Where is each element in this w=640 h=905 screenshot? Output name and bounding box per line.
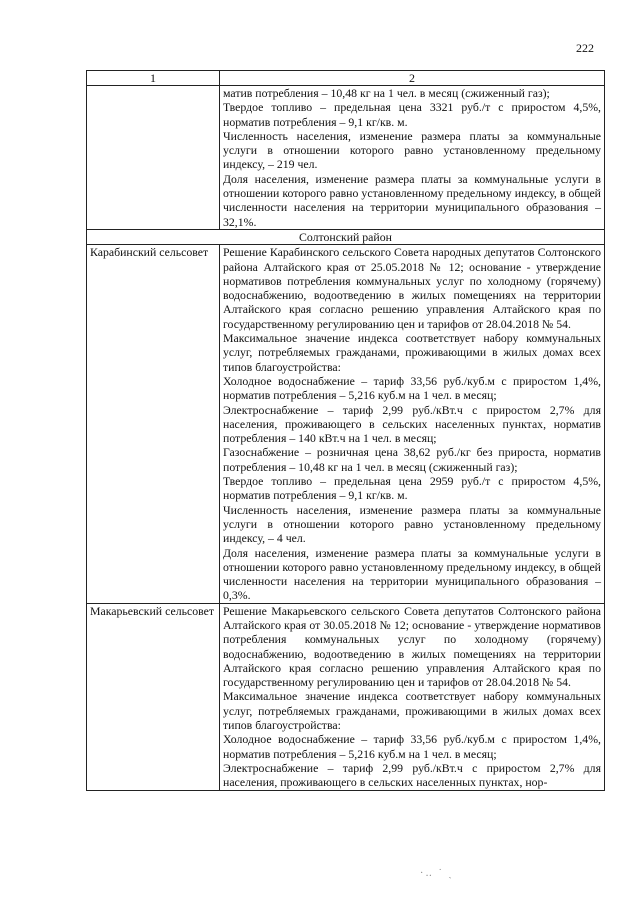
paragraph: Холодное водоснабжение – тариф 33,56 руб./куб.м с приростом 1,4%, норматив потребления – 5,216 куб.м на 1 чел. в месяц; (223, 732, 601, 761)
municipality-content-cell (220, 245, 605, 603)
continuation-name-cell (87, 86, 220, 230)
district-heading: Солтонский район (87, 229, 605, 244)
header-row (87, 71, 605, 86)
paragraph: Максимальное значение индекса соответствует набору коммунальных услуг, потребляемых гражданами, проживающими в жилых домах всех типов благоустройства: (223, 689, 601, 733)
municipality-name: Карабинский сельсовет (87, 245, 220, 603)
municipality-content-cell (220, 603, 605, 790)
paragraph: Доля населения, изменение размера платы за коммунальные услуги в отношении которого равно установленному предельному индексу, в общей численности населения на территории муниципального образования – 32,1%. (223, 171, 601, 229)
paragraph: Решение Карабинского сельского Совета народных депутатов Солтонского района Алтайского края от 25.05.2018 № 12; основание - утверждение нормативов потребления коммунальных услуг по холодному (горячему) водоснабжению, водоотведению в жилых помещениях на территории Алтайского края согласно решению управления Алтайского края по государственному регулированию цен и тарифов от 28.04.2018 № 54. (223, 245, 601, 331)
paragraph: Решение Макарьевского сельского Совета депутатов Солтонского района Алтайского края от 30.05.2018 № 12; основание - утверждение нормативов потребления коммунальных услуг по холодному (горячему) водоснабжению, водоотведению в жилых помещениях на территории Алтайского края согласно решению управления Алтайского края по государственному регулированию цен и тарифов от 28.04.2018 № 54. (223, 603, 601, 690)
header-col-2: 2 (220, 71, 605, 86)
paragraph: Численность населения, изменение размера платы за коммунальные услуги в отношении которого равно установленному предельному индексу, – 219 чел. (223, 128, 601, 172)
paragraph: Газоснабжение – розничная цена 38,62 руб./кг без прироста, норматив потребления – 10,48 кг на 1 чел. в месяц (сжиженный газ); (223, 445, 601, 474)
scan-artifact: ·‥ ˙ ˎ (420, 868, 454, 879)
paragraph: Численность населения, изменение размера платы за коммунальные услуги в отношении которого равно установленному предельному индексу, – 4 чел. (223, 502, 601, 546)
page-number: 222 (576, 41, 594, 55)
continuation-content-cell (220, 86, 605, 230)
paragraph: Максимальное значение индекса соответствует набору коммунальных услуг, потребляемых гражданами, проживающими в жилых домах всех типов благоустройства: (223, 331, 601, 374)
index-table (86, 70, 605, 791)
district-row (87, 229, 605, 244)
paragraph: Твердое топливо – предельная цена 3321 руб./т с приростом 4,5%, норматив потребления – 9,1 кг/кв. м. (223, 100, 601, 129)
paragraph: Электроснабжение – тариф 2,99 руб./кВт.ч с приростом 2,7% для населения, проживающего в сельских населенных пунктах, норматив потребления – 140 кВт.ч на 1 чел. в месяц; (223, 402, 601, 446)
paragraph: Холодное водоснабжение – тариф 33,56 руб./куб.м с приростом 1,4%, норматив потребления – 5,216 куб.м на 1 чел. в месяц; (223, 373, 601, 403)
table-row (87, 86, 605, 230)
table-row (87, 245, 605, 603)
table-row (87, 603, 605, 790)
paragraph: Твердое топливо – предельная цена 2959 руб./т с приростом 4,5%, норматив потребления – 9,1 кг/кв. м. (223, 474, 601, 503)
header-col-1: 1 (87, 71, 220, 86)
paragraph: Доля населения, изменение размера платы за коммунальные услуги в отношении которого равно установленному предельному индексу, в общей численности населения на территории муниципального образования – 0,3%. (223, 545, 601, 603)
paragraph: Электроснабжение – тариф 2,99 руб./кВт.ч с приростом 2,7% для населения, проживающего в сельских населенных пунктах, нор- (223, 760, 601, 790)
municipality-name: Макарьевский сельсовет (87, 603, 220, 790)
paragraph: матив потребления – 10,48 кг на 1 чел. в месяц (сжиженный газ); (223, 86, 550, 100)
